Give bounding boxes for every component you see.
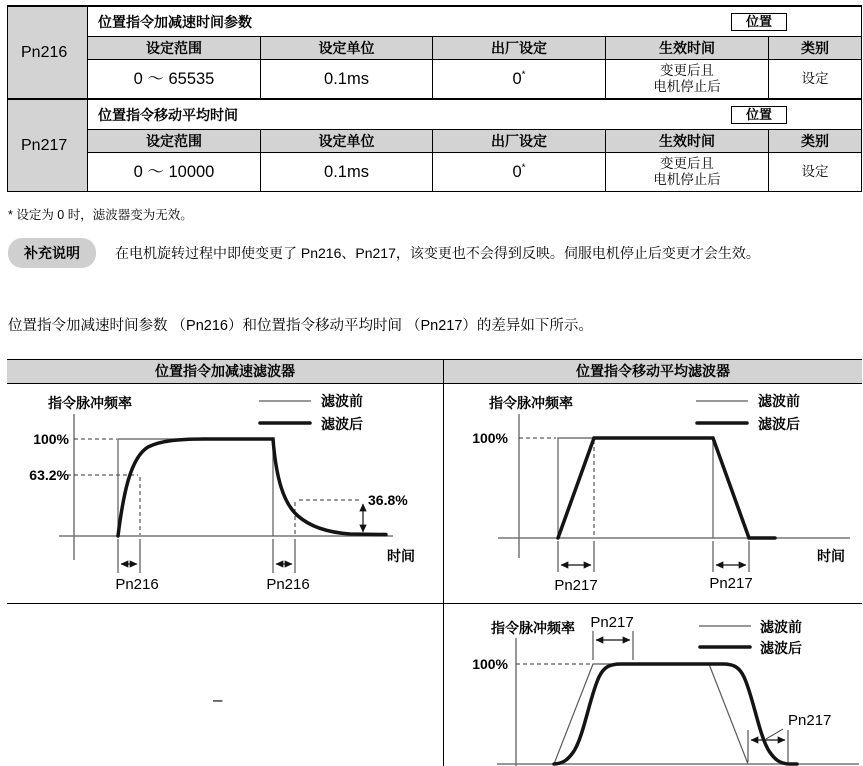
after-filter-curve [554, 664, 797, 764]
col-header-factory: 出厂设定 [433, 37, 606, 60]
y-axis-label: 指令脉冲频率 [489, 395, 573, 411]
position-badge: 位置 [731, 106, 787, 124]
supplement-note [8, 238, 863, 268]
param-id: Pn216 [8, 7, 88, 98]
y-axis-label: 指令脉冲频率 [48, 395, 132, 411]
comparison-row-1 [7, 384, 862, 603]
col-header-category: 类别 [769, 37, 861, 60]
legend [259, 393, 363, 432]
legend [699, 619, 802, 656]
before-filter-curve [558, 438, 713, 538]
pn216-fall-label: Pn216 [266, 576, 310, 593]
legend-after-label: 滤波后 [758, 416, 800, 432]
empty-cell [7, 604, 443, 766]
accel-filter-chart-cell [7, 384, 443, 603]
level-100-label: 100% [472, 430, 508, 446]
param-title: 位置指令移动平均时间 [98, 106, 238, 123]
value-effective: 变更后且 电机停止后 [606, 60, 769, 98]
param-id: Pn217 [8, 100, 88, 191]
pn217-fall-label: Pn217 [709, 575, 753, 592]
legend-after-label: 滤波后 [760, 640, 802, 656]
legend-after-label: 滤波后 [321, 416, 363, 432]
legend-before-label: 滤波前 [321, 393, 363, 409]
col-header-effective: 生效时间 [606, 37, 769, 60]
col-header-category: 类别 [769, 130, 861, 153]
time-ticks-top [593, 631, 633, 660]
value-category: 设定 [801, 70, 829, 86]
legend-before-label: 滤波前 [758, 393, 800, 409]
level-368-label: 36.8% [368, 492, 408, 508]
comparison-row-2 [7, 603, 862, 766]
supplement-badge: 补充说明 [8, 238, 96, 268]
guide-dashes [519, 438, 594, 537]
y-axis-label: 指令脉冲频率 [491, 620, 575, 636]
value-effective: 变更后且 电机停止后 [606, 153, 769, 191]
col-header-unit: 设定单位 [261, 130, 433, 153]
parameter-table [7, 5, 862, 192]
legend-before-label: 滤波前 [760, 619, 802, 635]
value-unit: 0.1ms [261, 60, 433, 98]
param-block-pn217 [8, 100, 861, 191]
level-632-label: 63.2% [29, 467, 69, 483]
legend [696, 393, 800, 432]
pn217-rise-label: Pn217 [554, 577, 598, 594]
param-title-row [88, 100, 861, 130]
pn216-rise-label: Pn216 [115, 576, 159, 593]
col-header-range: 设定范围 [88, 130, 261, 153]
pn217-top-label: Pn217 [590, 614, 634, 631]
comparison-table [7, 359, 862, 766]
time-ticks [558, 541, 749, 572]
guide-dashes [67, 439, 359, 535]
accel-filter-chart [7, 384, 443, 603]
value-factory: 0* [433, 60, 606, 98]
empty-cell-dash: – [213, 690, 223, 709]
avg-filter-chart2-cell [443, 604, 862, 766]
value-range: 0 ～ 10000 [88, 153, 261, 191]
value-range: 0 ～ 65535 [88, 60, 261, 98]
factory-asterisk: * [521, 162, 526, 174]
pn217-fall-label: Pn217 [788, 712, 832, 729]
position-badge: 位置 [731, 13, 787, 31]
after-filter-curve [558, 438, 775, 538]
intro-paragraph: 位置指令加减速时间参数 （Pn216）和位置指令移动平均时间 （Pn217）的差异如下所示。 [8, 318, 593, 334]
value-category: 设定 [801, 163, 829, 179]
avg-filter-chart-cell [443, 384, 862, 603]
avg-filter-chart2 [444, 604, 862, 766]
manual-page [0, 5, 863, 766]
supplement-text: 在电机旋转过程中即使变更了 Pn216、Pn217，该变更也不会得到反映。伺服电机停止后变更才会生效。 [115, 245, 760, 261]
param-title-row [88, 7, 861, 37]
col-header-range: 设定范围 [88, 37, 261, 60]
comparison-header-right: 位置指令移动平均滤波器 [443, 360, 862, 383]
avg-filter-chart [444, 384, 862, 603]
factory-asterisk: * [521, 69, 526, 81]
before-filter-curve [554, 664, 748, 764]
param-block-pn216 [8, 7, 861, 100]
param-title: 位置指令加减速时间参数 [98, 13, 252, 30]
x-axis-label: 时间 [387, 548, 415, 564]
comparison-header-left: 位置指令加减速滤波器 [155, 363, 295, 379]
level-100-label: 100% [33, 431, 69, 447]
comparison-header-row [7, 360, 862, 384]
footnote: * 设定为 0 时，滤波器变为无效。 [8, 208, 193, 222]
level-100-label: 100% [472, 656, 508, 672]
after-filter-curve [118, 439, 386, 536]
col-header-factory: 出厂设定 [433, 130, 606, 153]
time-ticks [118, 539, 295, 573]
pn217-pointer-line [766, 729, 783, 739]
value-unit: 0.1ms [261, 153, 433, 191]
col-header-unit: 设定单位 [261, 37, 433, 60]
value-factory: 0* [433, 153, 606, 191]
x-axis-label: 时间 [817, 548, 845, 564]
col-header-effective: 生效时间 [606, 130, 769, 153]
